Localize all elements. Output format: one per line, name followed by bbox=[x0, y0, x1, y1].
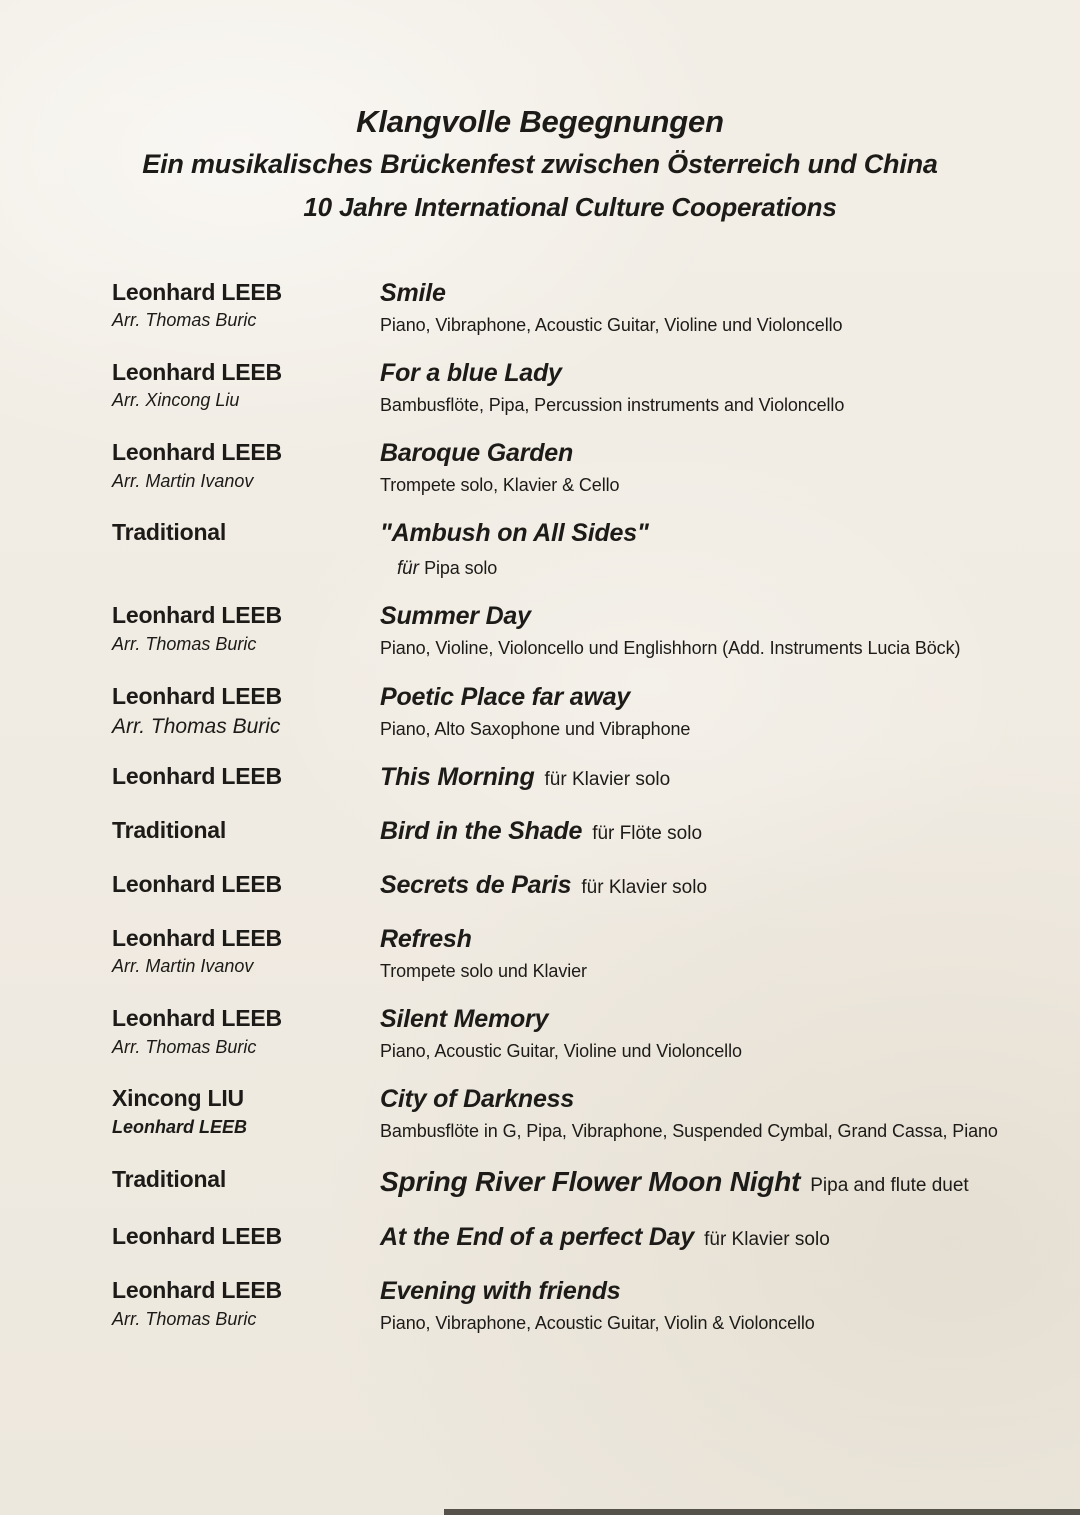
composer-column bbox=[112, 1166, 380, 1194]
program-entry bbox=[112, 1005, 1050, 1065]
program-entry bbox=[112, 359, 1050, 419]
piece-title: At the End of a perfect Day bbox=[380, 1223, 695, 1252]
piece-column bbox=[380, 279, 1020, 339]
program-entry bbox=[112, 683, 1050, 743]
piece-column bbox=[380, 1005, 1020, 1065]
program-header bbox=[0, 0, 1080, 223]
composer-name: Leonhard LEEB bbox=[112, 924, 282, 951]
piece-column bbox=[380, 1277, 1020, 1337]
composer-column bbox=[112, 1085, 380, 1139]
instrumentation bbox=[380, 1039, 1020, 1065]
program-entry bbox=[112, 925, 1050, 985]
instrumentation bbox=[380, 717, 1020, 743]
instrumentation-text: Trompete solo und Klavier bbox=[380, 960, 587, 981]
composer-name: Leonhard LEEB bbox=[112, 1223, 282, 1250]
program-entry bbox=[112, 279, 1050, 339]
instrumentation-text: Piano, Violine, Violoncello und Englishhorn (Add. Instruments Lucia Böck) bbox=[380, 638, 961, 659]
piece-title: Refresh bbox=[380, 924, 472, 953]
composer-name: Traditional bbox=[112, 816, 227, 843]
program-subtitle-2: 10 Jahre International Culture Cooperations bbox=[303, 191, 837, 222]
instrumentation bbox=[380, 1311, 1020, 1337]
instrumentation bbox=[397, 556, 1020, 582]
composer-name: Leonhard LEEB bbox=[112, 602, 282, 629]
program-entry bbox=[112, 871, 1050, 900]
instrumentation-text: Bambusflöte, Pipa, Percussion instruments and Violoncello bbox=[380, 394, 845, 415]
composer-column bbox=[112, 439, 380, 493]
piece-suffix: für Klavier solo bbox=[704, 1229, 830, 1251]
piece-title-line bbox=[380, 1223, 1020, 1252]
piece-column bbox=[380, 763, 1020, 792]
piece-title: For a blue Lady bbox=[380, 358, 562, 387]
composer-name: Leonhard LEEB bbox=[112, 762, 282, 789]
instrumentation bbox=[380, 636, 1020, 662]
piece-title: Spring River Flower Moon Night bbox=[380, 1165, 801, 1197]
instrumentation-text: Piano, Vibraphone, Acoustic Guitar, Violin & Violoncello bbox=[380, 1313, 815, 1334]
piece-title-line bbox=[380, 817, 1020, 846]
piece-title-line bbox=[380, 602, 1020, 631]
composer-column bbox=[112, 519, 380, 547]
composer-column bbox=[112, 683, 380, 741]
instrumentation bbox=[380, 313, 1020, 339]
arranger-name: Arr. Martin Ivanov bbox=[112, 470, 254, 491]
composer-name: Traditional bbox=[112, 519, 227, 546]
piece-column bbox=[380, 439, 1020, 499]
program-entry bbox=[112, 1085, 1050, 1145]
piece-column bbox=[380, 683, 1020, 743]
composer-name: Traditional bbox=[112, 1165, 227, 1192]
composer-name: Leonhard LEEB bbox=[112, 358, 282, 385]
instrumentation-italic-prefix: für bbox=[397, 558, 425, 580]
program-entry bbox=[112, 817, 1050, 846]
program-entry bbox=[112, 1223, 1050, 1252]
piece-title-line bbox=[380, 359, 1020, 388]
instrumentation-text: Piano, Vibraphone, Acoustic Guitar, Violine und Violoncello bbox=[380, 314, 843, 335]
piece-title-line bbox=[380, 925, 1020, 954]
instrumentation-text: Bambusflöte in G, Pipa, Vibraphone, Suspended Cymbal, Grand Cassa, Piano bbox=[380, 1121, 998, 1142]
instrumentation-text: Pipa solo bbox=[424, 558, 498, 579]
composer-name: Xincong LIU bbox=[112, 1085, 244, 1112]
piece-column bbox=[380, 1166, 1020, 1198]
composer-column bbox=[112, 279, 380, 333]
composer-column bbox=[112, 817, 380, 845]
piece-title-line bbox=[380, 439, 1020, 468]
composer-name: Leonhard LEEB bbox=[112, 682, 282, 709]
instrumentation-text: Piano, Alto Saxophone und Vibraphone bbox=[380, 718, 691, 739]
program-entry bbox=[112, 1166, 1050, 1198]
arranger-name: Arr. Thomas Buric bbox=[112, 1036, 257, 1057]
piece-title: Bird in the Shade bbox=[380, 816, 583, 845]
piece-column bbox=[380, 1223, 1020, 1252]
piece-title: Smile bbox=[380, 278, 446, 307]
composer-name: Leonhard LEEB bbox=[112, 1277, 282, 1304]
program-entry bbox=[112, 602, 1050, 662]
composer-column bbox=[112, 925, 380, 979]
piece-column bbox=[380, 817, 1020, 846]
composer-column bbox=[112, 763, 380, 791]
composer-name: Leonhard LEEB bbox=[112, 1005, 282, 1032]
piece-suffix: für Klavier solo bbox=[544, 768, 671, 790]
piece-title: This Morning bbox=[380, 762, 535, 791]
piece-title: Secrets de Paris bbox=[380, 870, 572, 899]
program-entry bbox=[112, 439, 1050, 499]
bottom-edge-bar bbox=[444, 1509, 1080, 1515]
arranger-name: Arr. Thomas Buric bbox=[112, 310, 257, 331]
piece-suffix: für Flöte solo bbox=[592, 822, 703, 844]
program-entry bbox=[112, 519, 1050, 582]
piece-title: Baroque Garden bbox=[380, 439, 574, 468]
piece-title: Summer Day bbox=[380, 602, 531, 631]
arranger-name: Arr. Martin Ivanov bbox=[112, 956, 254, 977]
piece-column bbox=[380, 359, 1020, 419]
piece-column bbox=[380, 925, 1020, 985]
piece-column bbox=[380, 602, 1020, 662]
arranger-name: Arr. Thomas Buric bbox=[112, 634, 257, 655]
arranger-name: Leonhard LEEB bbox=[112, 1116, 248, 1137]
piece-title-line bbox=[380, 683, 1020, 712]
piece-title-line bbox=[380, 1085, 1020, 1114]
program-title: Klangvolle Begegnungen bbox=[356, 104, 724, 139]
instrumentation bbox=[380, 959, 1020, 985]
piece-title-line bbox=[380, 1005, 1020, 1034]
arranger-name: Arr. Xincong Liu bbox=[112, 390, 240, 411]
piece-title: Evening with friends bbox=[380, 1277, 621, 1306]
piece-suffix: für Klavier solo bbox=[581, 876, 708, 898]
piece-title-line bbox=[380, 519, 1020, 548]
piece-column bbox=[380, 519, 1020, 582]
program-entry bbox=[112, 1277, 1050, 1337]
composer-column bbox=[112, 1277, 380, 1331]
instrumentation bbox=[380, 1119, 1020, 1145]
instrumentation-text: Piano, Acoustic Guitar, Violine und Violoncello bbox=[380, 1041, 742, 1062]
program-entry bbox=[112, 763, 1050, 792]
piece-title: Poetic Place far away bbox=[380, 682, 631, 711]
composer-column bbox=[112, 871, 380, 899]
piece-column bbox=[380, 871, 1020, 900]
composer-name: Leonhard LEEB bbox=[112, 278, 282, 305]
program-subtitle-1: Ein musikalisches Brückenfest zwischen Österreich und China bbox=[142, 148, 938, 179]
composer-column bbox=[112, 1223, 380, 1251]
instrumentation bbox=[380, 393, 1020, 419]
composer-name: Leonhard LEEB bbox=[112, 870, 282, 897]
arranger-name: Arr. Thomas Buric bbox=[112, 715, 281, 739]
piece-column bbox=[380, 1085, 1020, 1145]
composer-column bbox=[112, 1005, 380, 1059]
piece-title: Silent Memory bbox=[380, 1005, 549, 1034]
composer-name: Leonhard LEEB bbox=[112, 439, 282, 466]
composer-column bbox=[112, 602, 380, 656]
program-list bbox=[0, 279, 1080, 1338]
piece-title-line bbox=[380, 871, 1020, 900]
piece-title: "Ambush on All Sides" bbox=[380, 519, 649, 548]
piece-title-line bbox=[380, 1166, 1020, 1198]
instrumentation bbox=[380, 473, 1020, 499]
piece-title-line bbox=[380, 279, 1020, 308]
arranger-name: Arr. Thomas Buric bbox=[112, 1308, 257, 1329]
piece-title: City of Darkness bbox=[380, 1085, 575, 1114]
composer-column bbox=[112, 359, 380, 413]
piece-title-line bbox=[380, 763, 1020, 792]
piece-suffix: Pipa and flute duet bbox=[810, 1174, 969, 1196]
piece-title-line bbox=[380, 1277, 1020, 1306]
instrumentation-text: Trompete solo, Klavier & Cello bbox=[380, 475, 620, 496]
